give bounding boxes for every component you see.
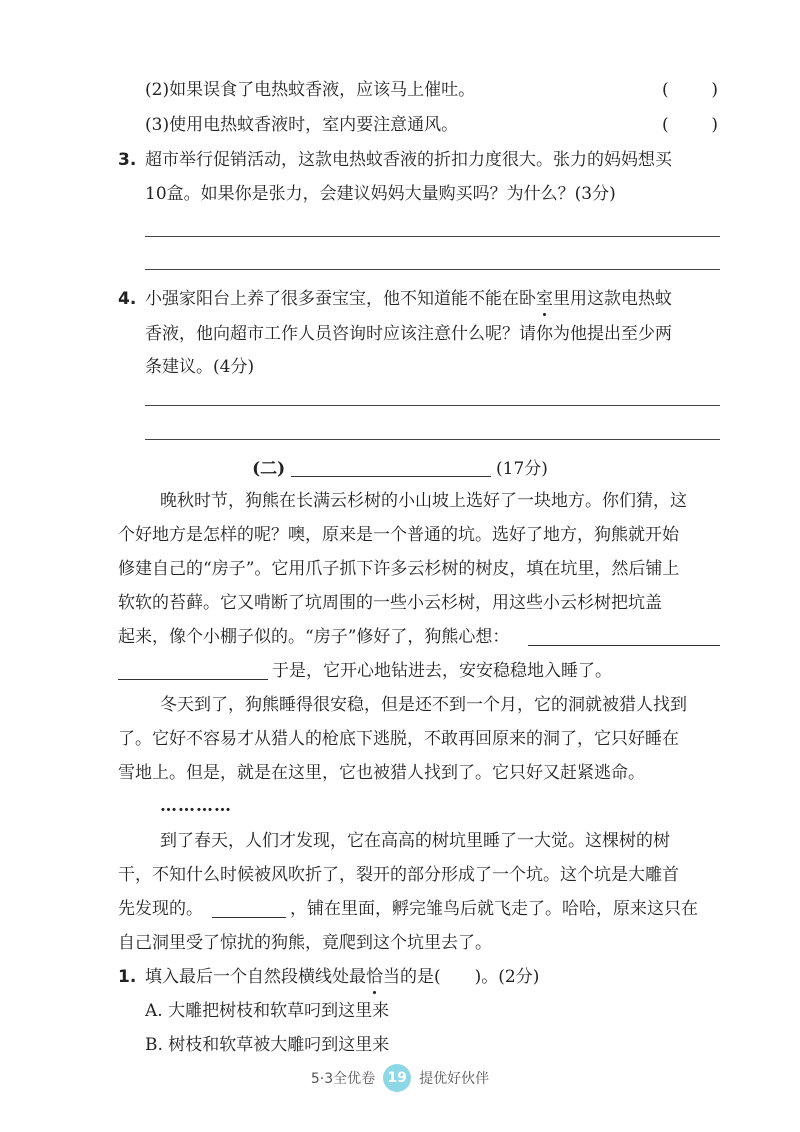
question-4-number: 4.: [118, 289, 137, 309]
answer-paren-3[interactable]: ( ): [662, 115, 718, 135]
answer-line-q4-1[interactable]: [145, 405, 720, 406]
option-a-text: A. 大雕把树枝和软草叼到这里来: [145, 1001, 390, 1021]
page-number-badge: 19: [383, 1064, 411, 1092]
fill-blank-1[interactable]: [528, 627, 720, 646]
option-b-text: B. 树枝和软草被大雕叼到这里来: [145, 1035, 390, 1055]
question-3-line-1: 超市举行促销活动，这款电热蚊香液的折扣力度很大。张力的妈妈想买: [145, 150, 672, 170]
question-4-line-3: 条建议。(4分): [145, 357, 255, 377]
question-sub-3-text: (3)使用电热蚊香液时，室内要注意通风。: [145, 115, 459, 135]
question-1-text: 填入最后一个自然段横线处最恰当的是( )。(2分): [145, 967, 540, 987]
fill-blank-3[interactable]: [212, 899, 286, 918]
section-title-blank[interactable]: [291, 458, 491, 477]
question-3-line-2: 10盒。如果你是张力，会建议妈妈大量购买吗？为什么？(3分): [145, 184, 616, 204]
section-2-label: (二): [252, 459, 286, 479]
emphasis-text: 卧室里: [519, 289, 570, 309]
question-4-line-2: 香液，他向超市工作人员咨询时应该注意什么呢？请你为他提出至少两: [145, 324, 672, 344]
question-4-line-1: 小强家阳台上养了很多蚕宝宝，他不知道能不能在卧室里用这款电热蚊: [145, 289, 672, 309]
question-3-number: 3.: [118, 150, 137, 170]
answer-paren-2[interactable]: ( ): [662, 80, 718, 100]
answer-line-q4-2[interactable]: [145, 439, 720, 440]
section-2-title: [0, 454, 800, 479]
answer-line-q3-2[interactable]: [145, 269, 720, 270]
question-sub-2-text: (2)如果误食了电热蚊香液，应该马上催吐。: [145, 80, 476, 100]
footer-slogan: 提优好伙伴: [419, 1071, 490, 1087]
section-2-points: (17分): [496, 459, 548, 479]
emphasis-text: 最恰当: [349, 967, 400, 987]
question-1-number: 1.: [118, 967, 137, 987]
page-footer: [0, 1064, 800, 1092]
footer-brand: 5·3全优卷: [310, 1071, 376, 1087]
fill-blank-2[interactable]: [118, 661, 268, 680]
answer-line-q3-1[interactable]: [145, 236, 720, 237]
